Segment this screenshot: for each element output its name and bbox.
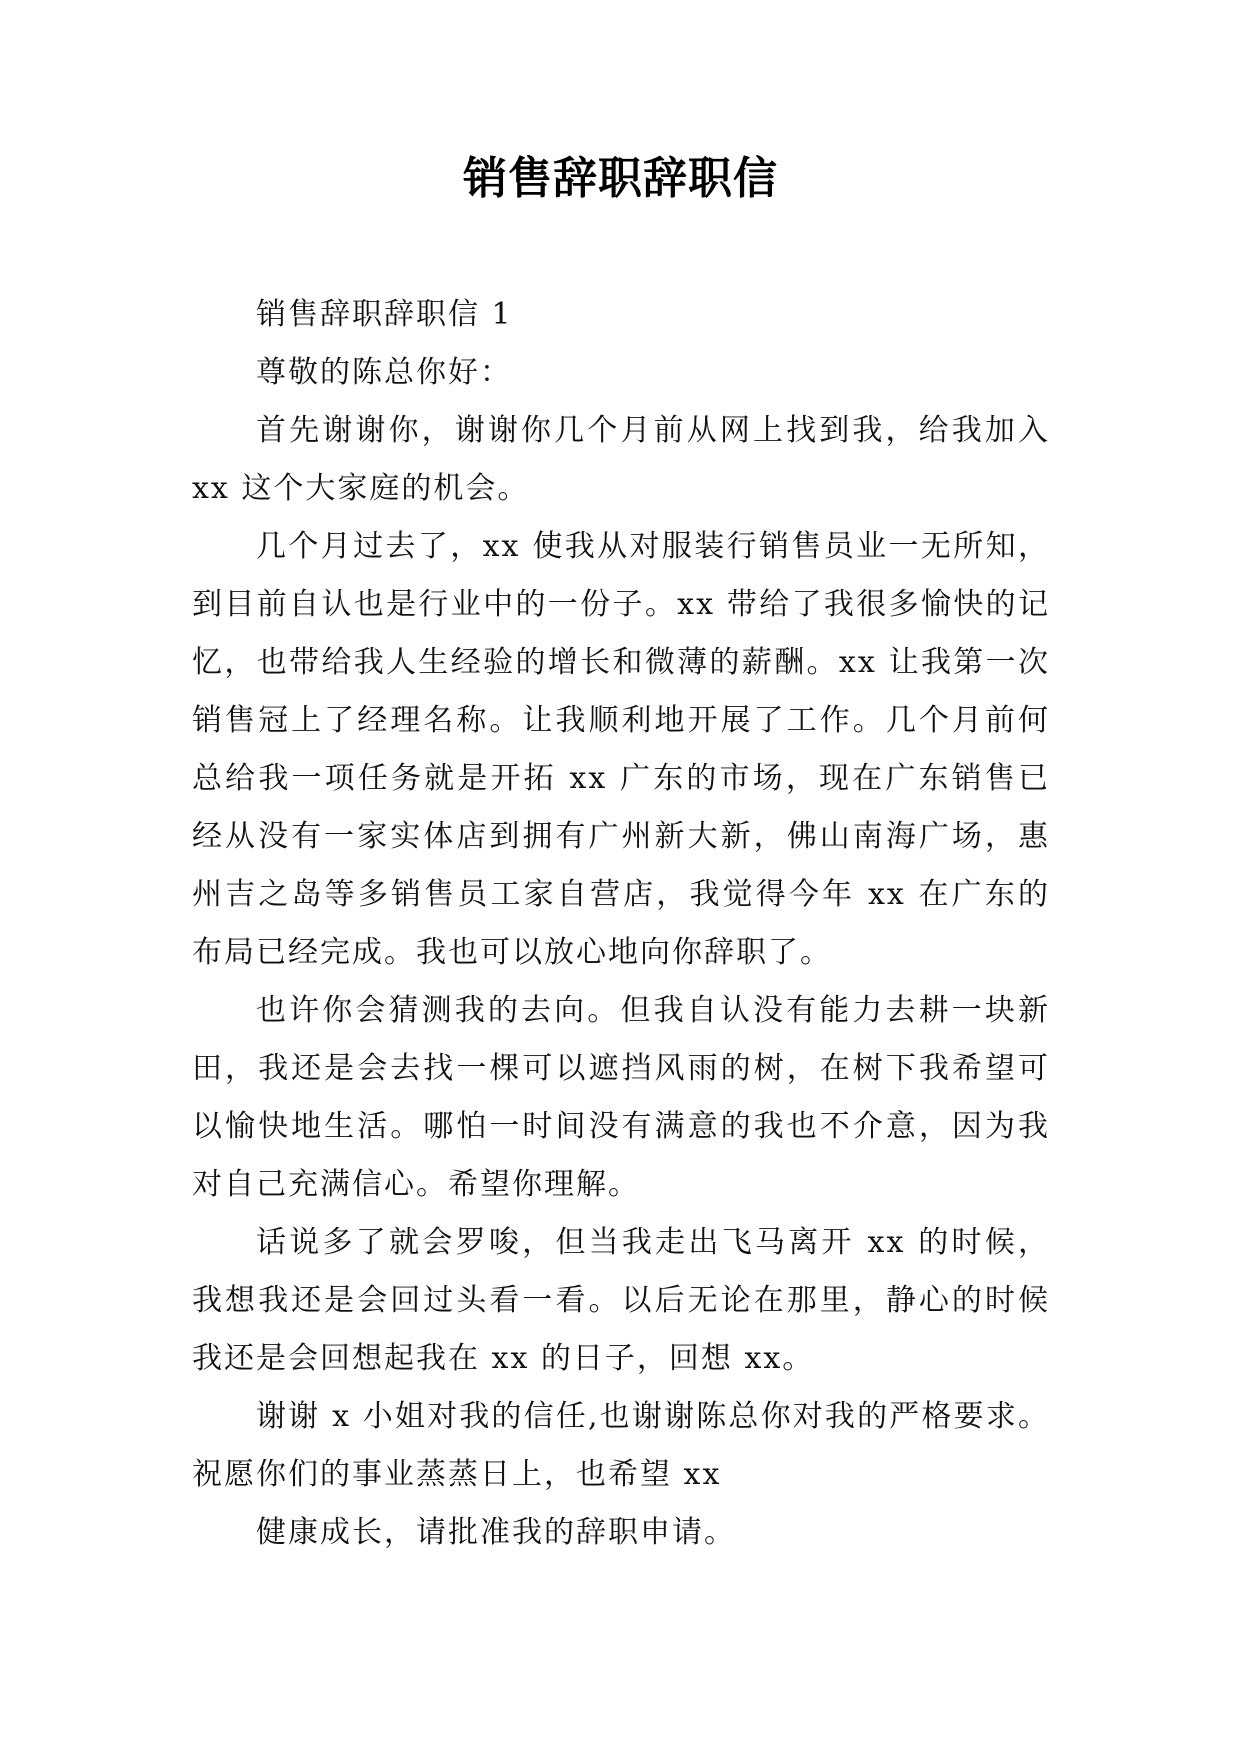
- paragraph-thanks: 首先谢谢你，谢谢你几个月前从网上找到我，给我加入xx 这个大家庭的机会。: [192, 413, 1050, 506]
- paragraph-request: 健康成长，请批准我的辞职申请。: [256, 1515, 736, 1550]
- paragraph-gratitude: 谢谢 x 小姐对我的信任,也谢谢陈总你对我的严格要求。祝愿你们的事业蒸蒸日上，也希望 xx: [192, 1399, 1050, 1492]
- paragraph-farewell: 话说多了就会罗唆，但当我走出飞马离开 xx 的时候，我想我还是会回过头看一看。以后无论在那里，静心的时候我还是会回想起我在 xx 的日子，回想 xx。: [192, 1225, 1050, 1376]
- document-title: 销售辞职辞职信: [463, 153, 778, 204]
- document-body: [192, 286, 1050, 1562]
- paragraph-salutation: 尊敬的陈总你好：: [256, 355, 512, 390]
- paragraph-future: 也许你会猜测我的去向。但我自认没有能力去耕一块新田，我还是会去找一棵可以遮挡风雨的树，在树下我希望可以愉快地生活。哪怕一时间没有满意的我也不介意，因为我对自己充满信心。希望你理解。: [192, 993, 1050, 1202]
- paragraph-heading: 销售辞职辞职信 1: [256, 297, 513, 332]
- paragraph-experience: 几个月过去了，xx 使我从对服装行销售员业一无所知，到目前自认也是行业中的一份子。xx 带给了我很多愉快的记忆，也带给我人生经验的增长和微薄的薪酬。xx 让我第一次销售冠上了经理名称。让我顺利地开展了工作。几个月前何总给我一项任务就是开拓 xx 广东的市场，现在广东销售已经从没有一家实体店到拥有广州新大新，佛山南海广场，惠州吉之岛等多销售员工家自营店，我觉得今年 xx 在广东的布局已经完成。我也可以放心地向你辞职了。: [192, 529, 1050, 970]
